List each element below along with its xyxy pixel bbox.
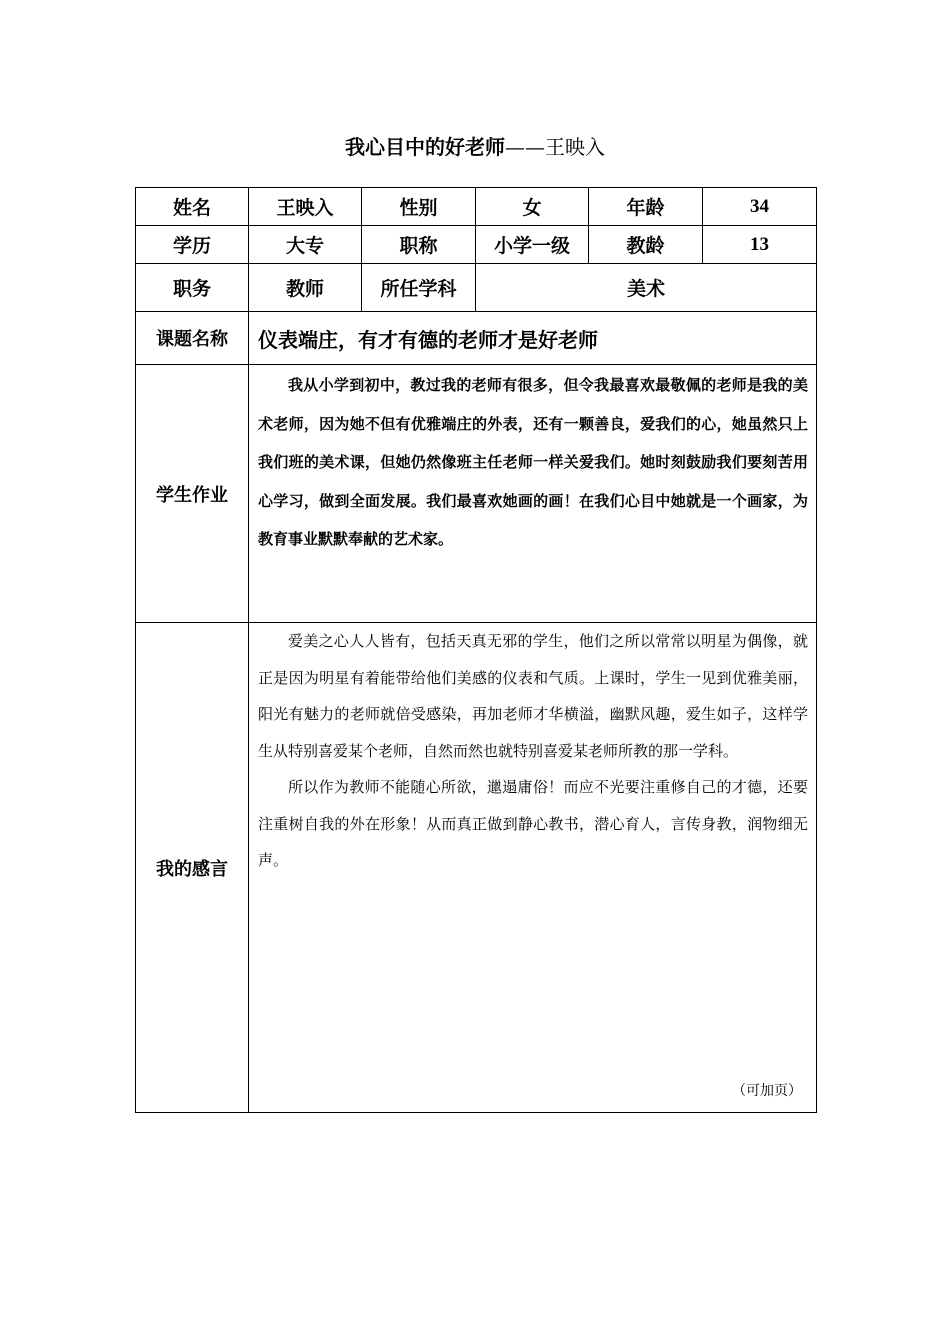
table-row (136, 264, 817, 312)
feelings-cell (249, 623, 817, 1113)
teacher-info-table (135, 187, 817, 1113)
topic-label: 课题名称 (136, 312, 249, 365)
student-work-label: 学生作业 (136, 365, 249, 623)
age-label: 年龄 (589, 188, 703, 226)
title-separator: —— (505, 135, 545, 159)
position-label: 职务 (136, 264, 249, 312)
title-teacher-name: 王映入 (545, 135, 605, 159)
age-value: 34 (703, 188, 817, 226)
teaching-years-value: 13 (703, 226, 817, 264)
topic-value: 仪表端庄，有才有德的老师才是好老师 (249, 312, 817, 365)
feelings-paragraph-1: 爱美之心人人皆有，包括天真无邪的学生，他们之所以常常以明星为偶像，就正是因为明星有着能带给他们美感的仪表和气质。上课时，学生一见到优雅美丽，阳光有魅力的老师就倍受感染，再加老师才华横溢，幽默风趣，爱生如子，这样学生从特别喜爱某个老师，自然而然也就特别喜爱某老师所教的那一学科。 (258, 632, 808, 760)
feelings-paragraph-2: 所以作为教师不能随心所欲，邋遢庸俗！而应不光要注重修自己的才德，还要注重树自我的外在形象！从而真正做到静心教书，潜心育人，言传身教，润物细无声。 (258, 778, 808, 869)
student-work-cell (249, 365, 817, 623)
education-value: 大专 (249, 226, 362, 264)
education-label: 学历 (136, 226, 249, 264)
title-main: 我心目中的好老师 (345, 135, 505, 159)
gender-value: 女 (476, 188, 589, 226)
table-row (136, 623, 817, 1113)
add-page-note: （可加页） (732, 1083, 802, 1099)
page-title (0, 133, 950, 161)
table-row (136, 188, 817, 226)
gender-label: 性别 (362, 188, 476, 226)
rank-value: 小学一级 (476, 226, 589, 264)
table-row (136, 312, 817, 365)
subject-value: 美术 (476, 264, 817, 312)
position-value: 教师 (249, 264, 362, 312)
feelings-label: 我的感言 (136, 623, 249, 1113)
name-label: 姓名 (136, 188, 249, 226)
table-row (136, 226, 817, 264)
name-value: 王映入 (249, 188, 362, 226)
subject-label: 所任学科 (362, 264, 476, 312)
rank-label: 职称 (362, 226, 476, 264)
teaching-years-label: 教龄 (589, 226, 703, 264)
table-row (136, 365, 817, 623)
student-work-text: 我从小学到初中，教过我的老师有很多，但令我最喜欢最敬佩的老师是我的美术老师，因为她不但有优雅端庄的外表，还有一颗善良，爱我们的心，她虽然只上我们班的美术课，但她仍然像班主任老师一样关爱我们。她时刻鼓励我们要刻苦用心学习，做到全面发展。我们最喜欢她画的画！在我们心目中她就是一个画家，为教育事业默默奉献的艺术家。 (258, 376, 808, 548)
